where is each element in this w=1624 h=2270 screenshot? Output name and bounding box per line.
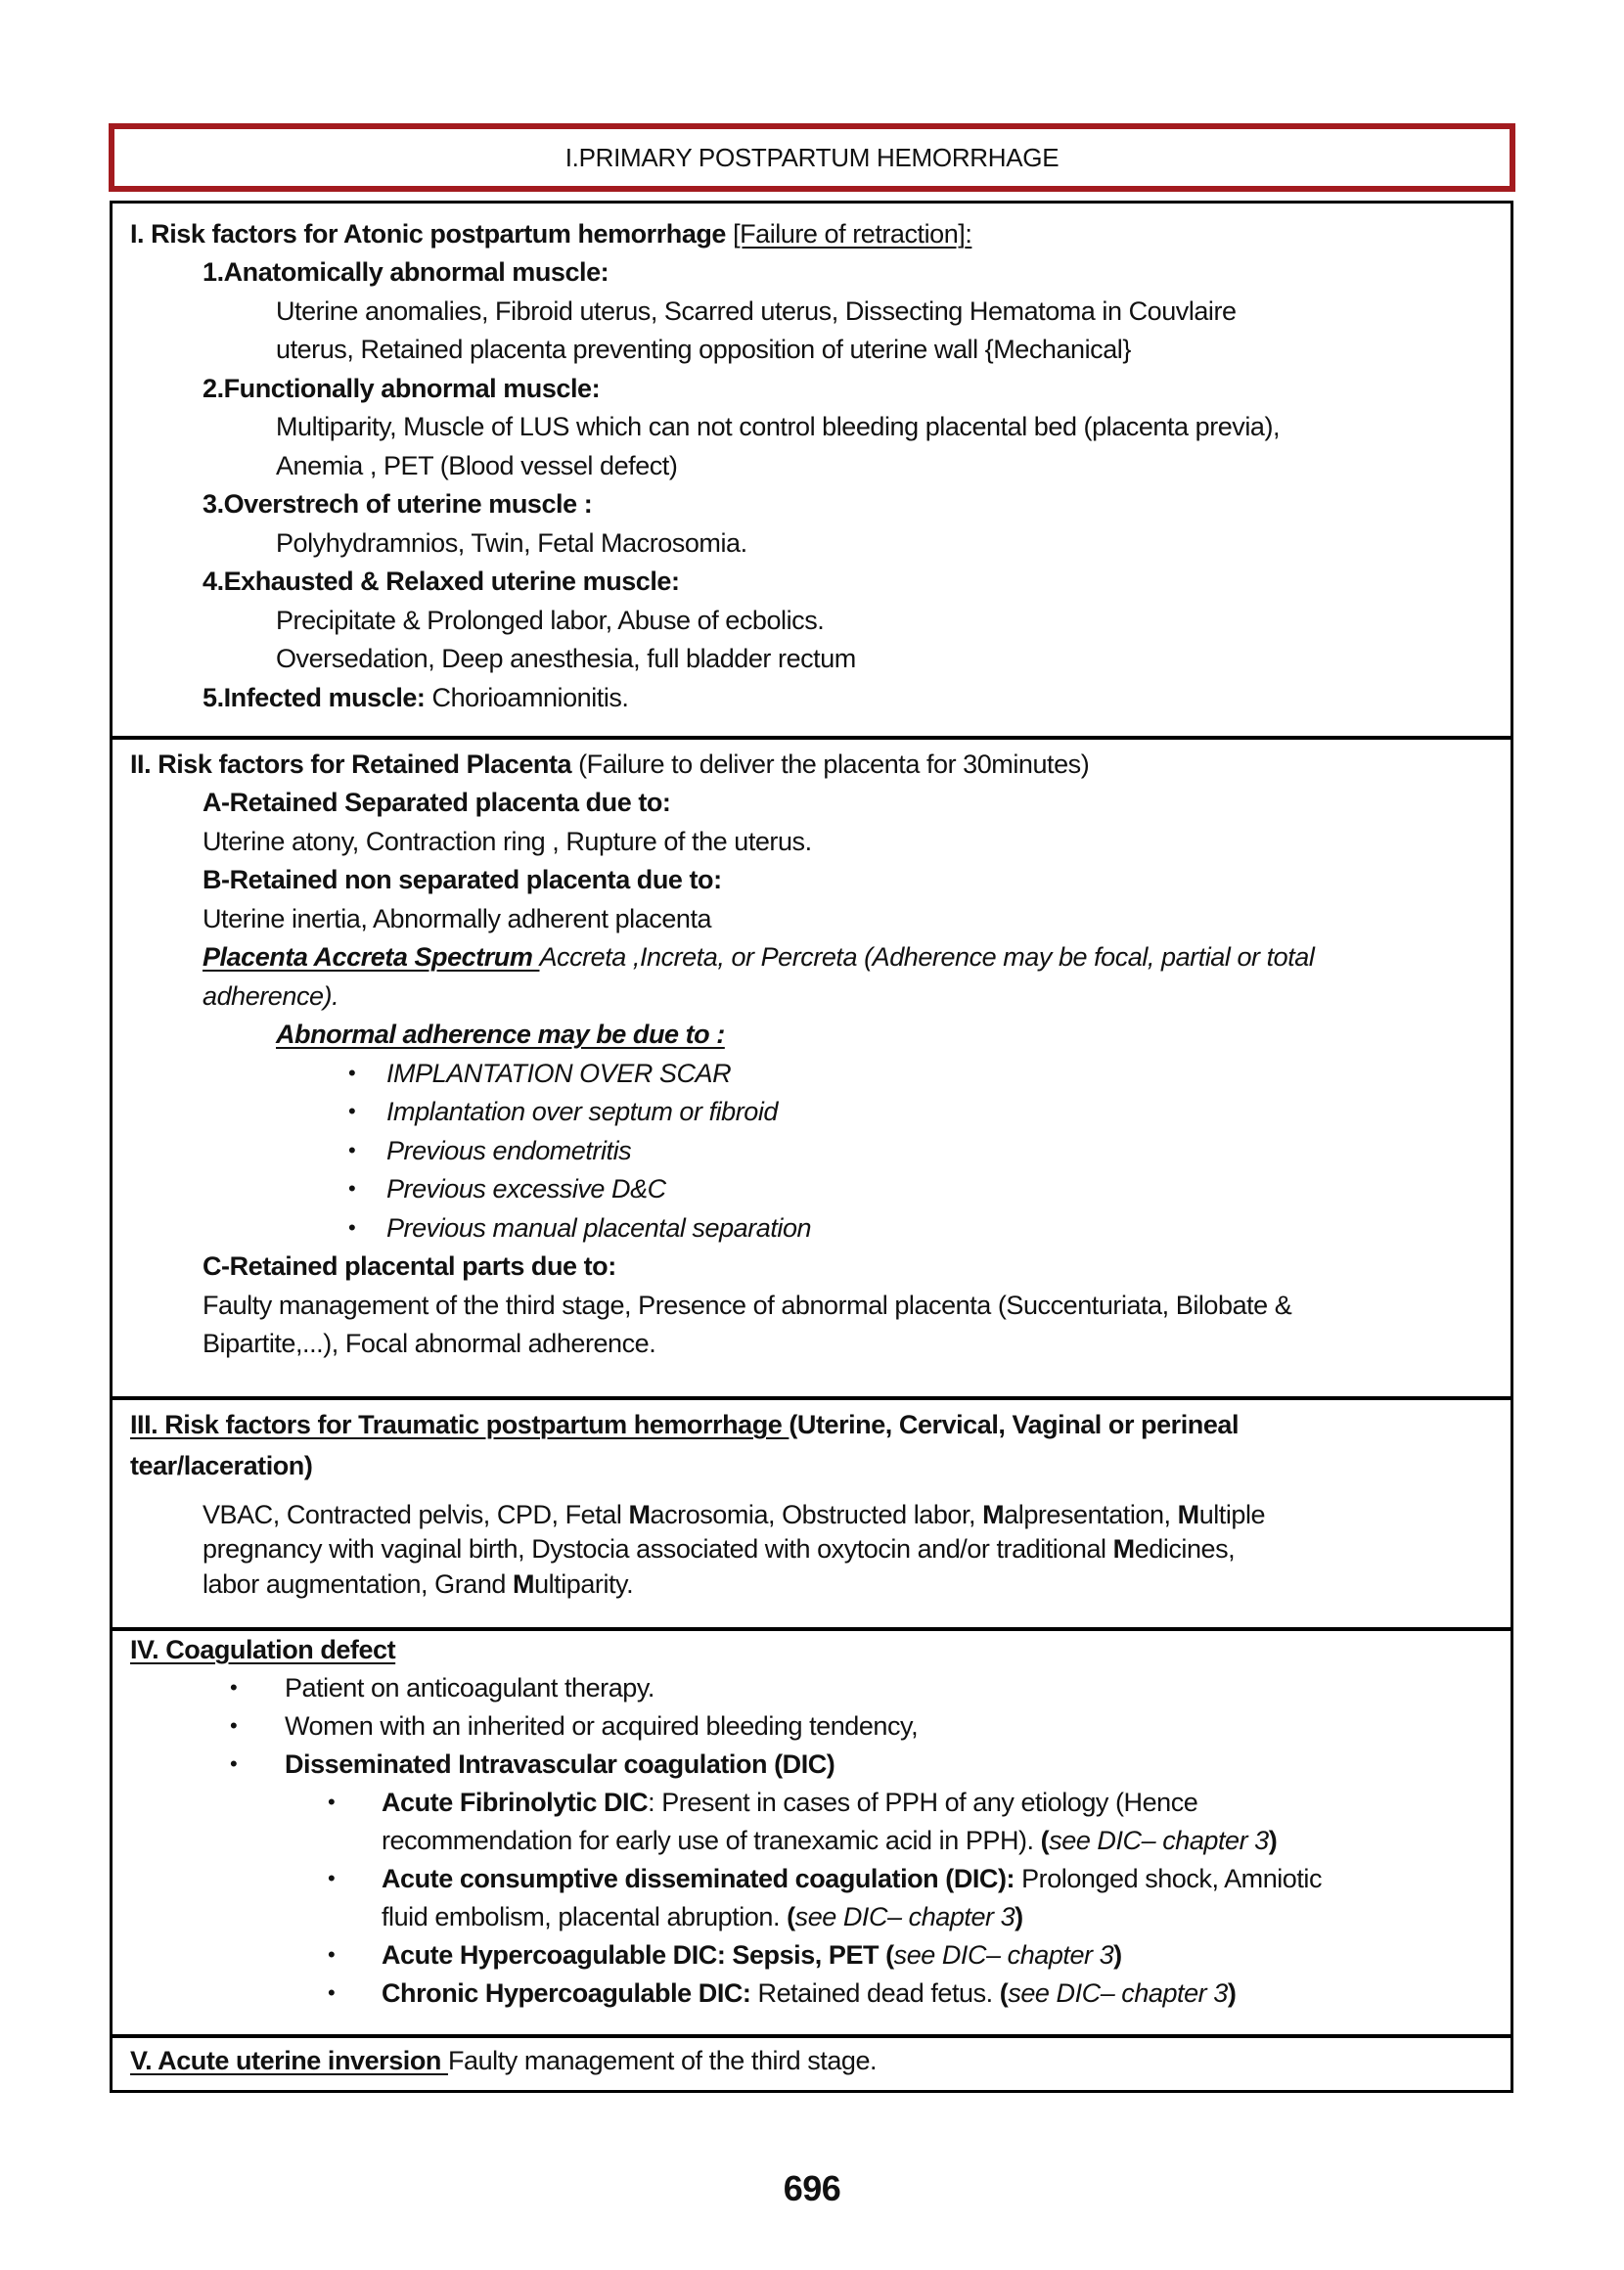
bullet-icon: • [348,1138,356,1162]
item-text: Multiparity, Muscle of LUS which can not control bleeding placental bed (placenta previa), [276,412,1281,441]
item-text: uterus, Retained placenta preventing opposition of uterine wall {Mechanical} [276,335,1131,364]
pas-label: Placenta Accreta Spectrum [203,942,540,972]
adherence-cause: Implantation over septum or fibroid [386,1097,778,1126]
dic-label: Acute Hypercoagulable DIC: Sepsis, PET [382,1940,886,1970]
bold-letter: M [628,1500,651,1529]
body-line [203,1498,1265,1531]
dic-text: fluid embolism, placental abruption. [382,1902,788,1931]
subtext-c-cont: Bipartite,...), Focal abnormal adherence. [203,1329,656,1358]
subheading-c: C-Retained placental parts due to: [203,1251,616,1281]
item-text: Anemia , PET (Blood vessel defect) [276,451,678,480]
dic-label: Acute Fibrinolytic DIC [382,1788,649,1817]
chapter-ref-link[interactable]: see DIC– chapter 3 [893,1940,1114,1970]
section-coagulation [113,1627,1511,2034]
bullet-icon: • [328,1980,336,2005]
bold-letter: M [1177,1500,1199,1529]
section-heading [130,1408,1239,1441]
section-inversion [113,2034,1511,2090]
text: pregnancy with vaginal birth, Dystocia associated with oxytocin and/or traditional [203,1534,1113,1564]
bold-letter: M [982,1500,1005,1529]
coag-item: Patient on anticoagulant therapy. [285,1673,654,1702]
bullet-icon: • [348,1215,356,1240]
item-label: 3.Overstrech of uterine muscle : [203,489,593,519]
page-title-box [109,123,1515,192]
subheading-b: B-Retained non separated placenta due to: [203,865,722,894]
dic-label: Acute consumptive disseminated coagulation (DIC): [382,1864,1015,1893]
adherence-cause: Previous manual placental separation [386,1213,812,1243]
dic-text: : Present in cases of PPH of any etiology (Hence [648,1788,1198,1817]
item-label: 5.Infected muscle: [203,683,426,712]
pas-text-cont: adherence). [203,981,339,1011]
section-heading [130,217,971,250]
chapter-ref-link[interactable]: see DIC– chapter 3 [1008,1978,1228,2008]
heading-tail: : [965,219,972,249]
dic-type-cont: recommendation for early use of tranexamic acid in PPH). (see DIC– chapter 3) [382,1826,1278,1855]
heading-text: II. Risk factors for Retained Placenta [130,749,572,779]
dic-type: Acute Hypercoagulable DIC: Sepsis, PET (see DIC– chapter 3) [382,1940,1122,1970]
adherence-cause: IMPLANTATION OVER SCAR [386,1059,732,1088]
text: labor augmentation, Grand [203,1569,514,1599]
adherence-cause: Previous excessive D&C [386,1174,666,1203]
item-label: 2.Functionally abnormal muscle: [203,374,601,403]
bullet-icon: • [328,1790,336,1814]
section-atonic [113,204,1511,736]
bullet-icon: • [230,1713,238,1738]
section-traumatic [113,1396,1511,1627]
section-heading [130,748,1089,781]
pas-row [203,940,1314,974]
dic-type-cont: fluid embolism, placental abruption. (see DIC– chapter 3) [382,1902,1023,1931]
chapter-ref-link[interactable]: see DIC– chapter 3 [794,1902,1015,1931]
heading-text: I. Risk factors for Atonic postpartum hemorrhage [130,219,726,249]
dic-label: Chronic Hypercoagulable DIC: [382,1978,751,2008]
page-number: 696 [783,2168,841,2208]
text: alpresentation, [1004,1500,1178,1529]
bold-letter: M [513,1569,535,1599]
subtext-c: Faulty management of the third stage, Presence of abnormal placenta (Succenturiata, Bilobate & [203,1291,1292,1320]
adherence-cause: Previous endometritis [386,1136,632,1165]
subheading-a: A-Retained Separated placenta due to: [203,788,671,817]
item-label: 4.Exhausted & Relaxed uterine muscle: [203,567,680,596]
bullet-icon: • [348,1099,356,1123]
heading-note-cont: tear/laceration) [130,1451,313,1480]
bold-letter: M [1112,1534,1135,1564]
body-line [203,1567,633,1601]
bullet-icon: • [230,1675,238,1700]
dic-text: Prolonged shock, Amniotic [1015,1864,1323,1893]
dic-text: Retained dead fetus. [750,1978,1000,2008]
text: edicines, [1134,1534,1236,1564]
section-heading [130,2044,877,2077]
item-text: Uterine anomalies, Fibroid uterus, Scarred uterus, Dissecting Hematoma in Couvlaire [276,296,1237,326]
section-text: Faulty management of the third stage. [447,2046,878,2075]
subtext-b: Uterine inertia, Abnormally adherent placenta [203,904,712,933]
dic-type [382,1786,1197,1819]
text: ultiple [1198,1500,1266,1529]
dic-text: recommendation for early use of tranexamic acid in PPH). [382,1826,1041,1855]
heading-note: [Failure of retraction] [733,219,966,249]
body-line [203,1532,1235,1566]
bullet-icon: • [348,1176,356,1201]
coag-item: Disseminated Intravascular coagulation (DIC) [285,1749,835,1779]
bullet-icon: • [328,1942,336,1967]
dic-type [382,1862,1322,1895]
bullet-icon: • [348,1061,356,1085]
item-label: 1.Anatomically abnormal muscle: [203,257,609,287]
bullet-icon: • [230,1751,238,1776]
heading-note: (Failure to deliver the placenta for 30minutes) [571,749,1090,779]
coag-item: Women with an inherited or acquired bleeding tendency, [285,1711,919,1741]
chapter-ref-link[interactable]: see DIC– chapter 3 [1049,1826,1269,1855]
subtext-a: Uterine atony, Contraction ring , Rupture of the uterus. [203,827,812,856]
bullet-icon: • [328,1866,336,1890]
item-text: Oversedation, Deep anesthesia, full bladder rectum [276,644,856,673]
section-retained-placenta [113,736,1511,1396]
text: acrosomia, Obstructed labor, [650,1500,983,1529]
heading-text: V. Acute uterine inversion [130,2046,448,2075]
risk-factors-table [110,201,1513,2093]
item-row [203,681,628,714]
item-text: Polyhydramnios, Twin, Fetal Macrosomia. [276,528,747,558]
text: ultiparity. [534,1569,634,1599]
heading-text: III. Risk factors for Traumatic postpartum hemorrhage [130,1410,789,1439]
dic-type: Chronic Hypercoagulable DIC: Retained dead fetus. (see DIC– chapter 3) [382,1978,1237,2008]
item-text: Precipitate & Prolonged labor, Abuse of ecbolics. [276,606,825,635]
section-heading: IV. Coagulation defect [130,1635,396,1664]
text: VBAC, Contracted pelvis, CPD, Fetal [203,1500,629,1529]
item-text: Chorioamnionitis. [425,683,629,712]
heading-note: (Uterine, Cervical, Vaginal or perineal [789,1410,1240,1439]
adherence-heading: Abnormal adherence may be due to : [276,1020,725,1049]
page-title: I.PRIMARY POSTPARTUM HEMORRHAGE [564,142,1060,172]
pas-text: Accreta ,Increta, or Percreta (Adherence may be focal, partial or total [539,942,1315,972]
